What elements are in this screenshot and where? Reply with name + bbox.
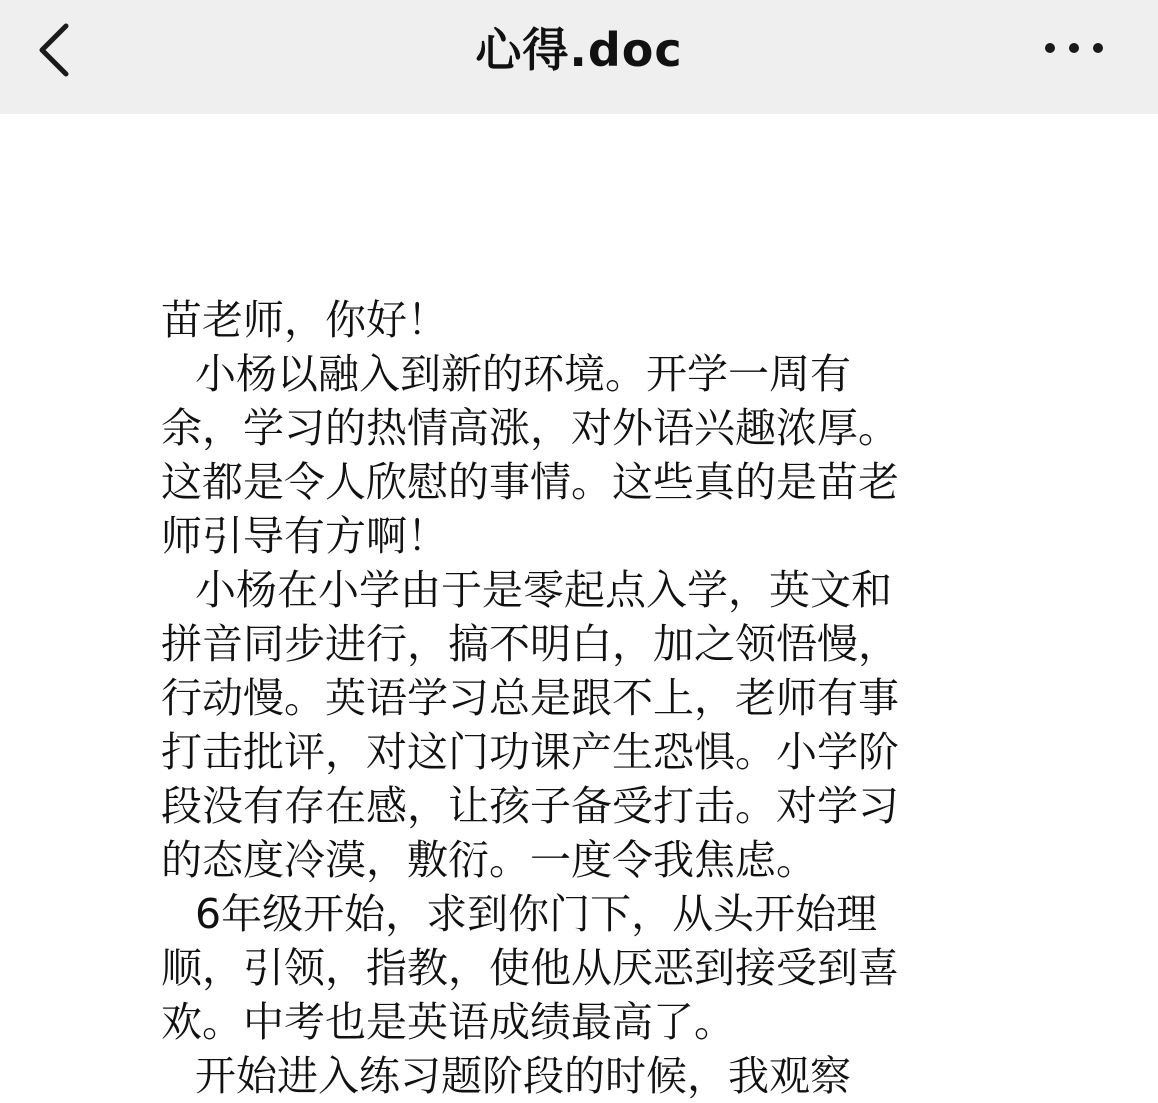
document-line: 段没有存在感，让孩子备受打击。对学习	[161, 782, 899, 830]
document-line: 的态度冷漠，敷衍。一度令我焦虑。	[161, 836, 817, 884]
top-bar	[0, 0, 1158, 114]
more-horizontal-icon	[1036, 26, 1112, 70]
document-line: 欢。中考也是英语成绩最高了。	[161, 998, 735, 1046]
document-line: 拼音同步进行，搞不明白，加之领悟慢，	[161, 620, 899, 668]
document-line: 小杨在小学由于是零起点入学，英文和	[195, 566, 892, 614]
document-line: 苗老师，你好！	[161, 296, 448, 344]
document-line: 顺，引领，指教，使他从厌恶到接受到喜	[161, 944, 899, 992]
document-line: 打击批评，对这门功课产生恐惧。小学阶	[161, 728, 899, 776]
document-body	[161, 293, 1001, 1103]
document-line: 6年级开始，求到你门下，从头开始理	[195, 890, 878, 938]
document-viewer[interactable]	[0, 114, 1158, 1100]
document-title: 心得.doc	[475, 23, 683, 77]
document-line: 这都是令人欣慰的事情。这些真的是苗老	[161, 458, 899, 506]
more-options-button[interactable]	[1036, 26, 1112, 70]
document-line: 师引导有方啊！	[161, 512, 448, 560]
document-line: 开始进入练习题阶段的时候，我观察	[195, 1052, 851, 1100]
document-line: 余，学习的热情高涨，对外语兴趣浓厚。	[161, 404, 899, 452]
document-line: 行动慢。英语学习总是跟不上，老师有事	[161, 674, 899, 722]
document-line: 小杨以融入到新的环境。开学一周有	[195, 350, 851, 398]
